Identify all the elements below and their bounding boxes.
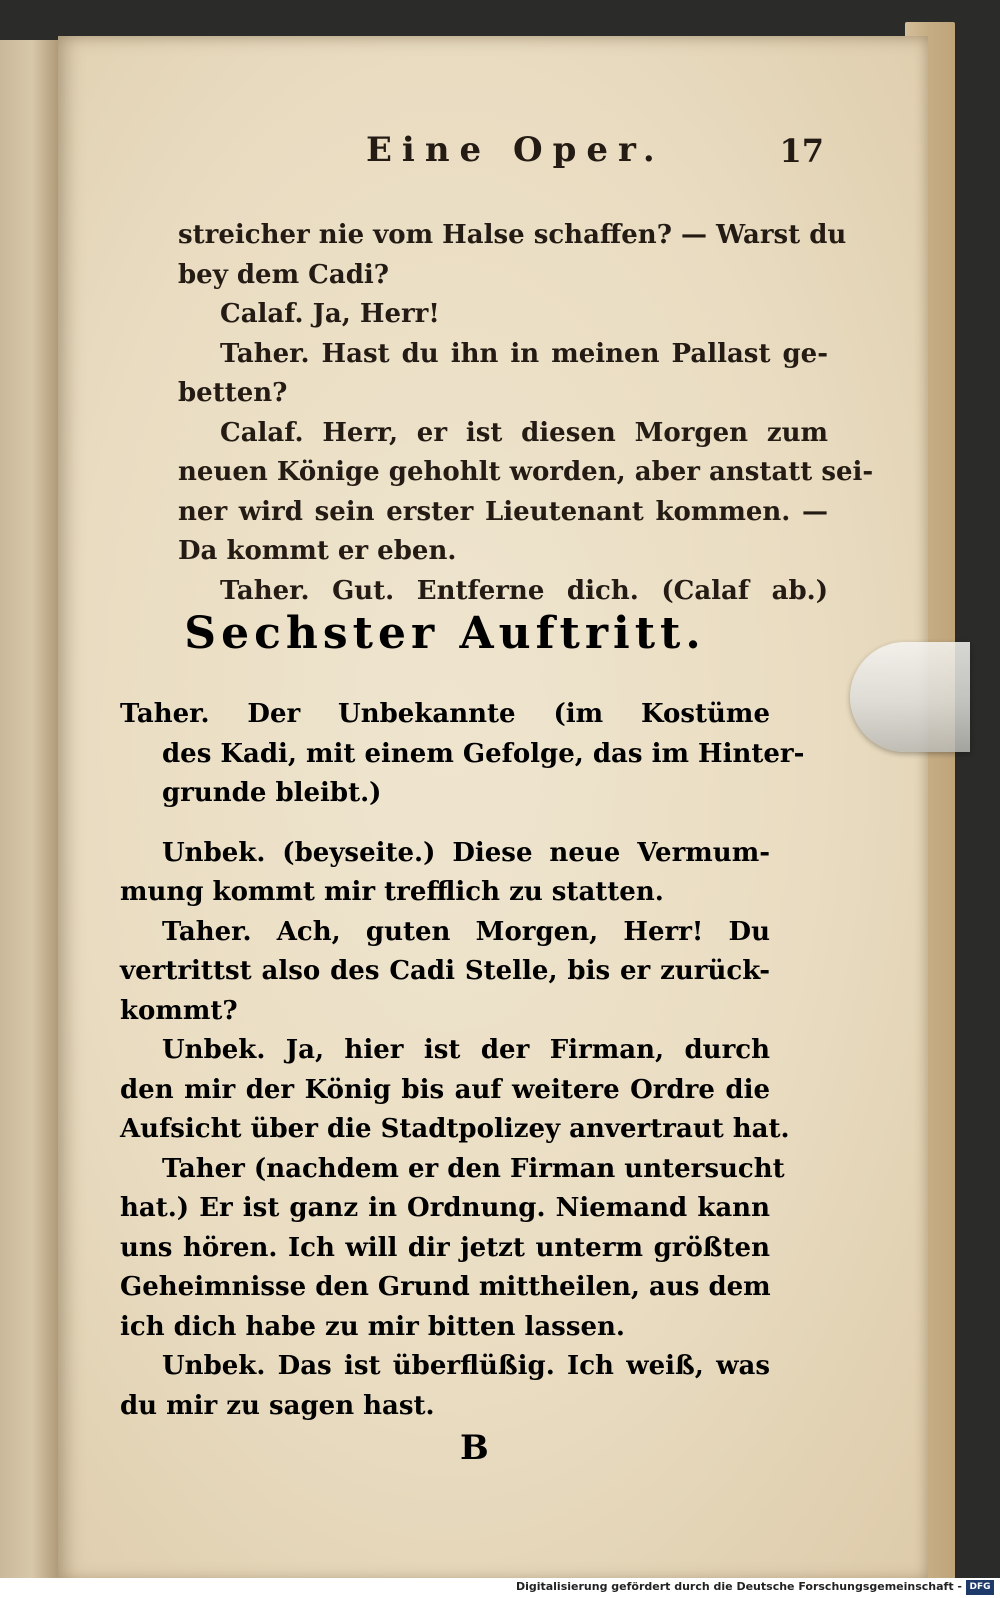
text-line: ner wird sein erster Lieutenant kommen. —: [178, 496, 828, 527]
text-line: uns hören. Ich will dir jetzt unterm größten: [120, 1232, 770, 1263]
left-page-edge: [0, 40, 58, 1580]
dfg-logo: DFG: [966, 1580, 994, 1595]
text-line: Unbek. Das ist überflüßig. Ich weiß, was: [162, 1351, 770, 1381]
text-line: den mir der König bis auf weitere Ordre die: [120, 1074, 770, 1105]
text-line: Calaf. Herr, er ist diesen Morgen zum: [220, 417, 828, 448]
text-line: mung kommt mir trefflich zu statten.: [120, 877, 664, 907]
text-line: des Kadi, mit einem Gefolge, das im Hinter-: [162, 738, 805, 769]
text-line: Unbek. Ja, hier ist der Firman, durch: [162, 1035, 770, 1065]
footer-bar: [0, 1578, 1000, 1598]
text-line: Da kommt er eben.: [178, 536, 457, 566]
text-line: Taher. Der Unbekannte (im Kostüme: [120, 699, 770, 729]
text-line: Taher (nachdem er den Firman untersucht: [162, 1153, 785, 1184]
text-line: Unbek. (beyseite.) Diese neue Vermum-: [162, 837, 770, 868]
text-line: bey dem Cadi?: [178, 259, 389, 290]
text-line: du mir zu sagen hast.: [120, 1390, 435, 1421]
paragraph-gap: [120, 814, 770, 834]
text-line: Taher. Hast du ihn in meinen Pallast ge-: [220, 338, 828, 369]
text-block-top: [178, 216, 874, 611]
text-line: betten?: [178, 378, 288, 408]
page-number: 17: [779, 132, 824, 170]
text-line: neuen Könige gehohlt worden, aber anstatt sei-: [178, 457, 874, 487]
signature-mark: B: [460, 1428, 489, 1468]
footer-credit: Digitalisierung gefördert durch die Deutsche Forschungsgemeinschaft -: [515, 1580, 962, 1593]
text-line: grunde bleibt.): [162, 778, 382, 808]
text-line: Taher. Gut. Entferne dich. (Calaf ab.): [220, 575, 828, 606]
running-title: Eine Oper.: [366, 130, 665, 170]
text-line: streicher nie vom Halse schaffen? — Warst du: [178, 220, 847, 250]
text-line: Geheimnisse den Grund mittheilen, aus dem: [120, 1272, 771, 1302]
text-line: kommt?: [120, 995, 238, 1026]
text-line: Calaf. Ja, Herr!: [220, 299, 440, 329]
text-block-bottom: [120, 695, 805, 1426]
page-header: [298, 126, 848, 186]
text-line: vertrittst also des Cadi Stelle, bis er zurück-: [120, 956, 770, 986]
scene-heading: Sechster Auftritt.: [184, 608, 706, 659]
text-line: Taher. Ach, guten Morgen, Herr! Du: [162, 916, 770, 947]
text-line: ich dich habe zu mir bitten lassen.: [120, 1311, 625, 1342]
text-line: Aufsicht über die Stadtpolizey anvertraut hat.: [120, 1114, 790, 1144]
text-line: hat.) Er ist ganz in Ordnung. Niemand kann: [120, 1193, 770, 1223]
scanner-clip: [850, 642, 970, 752]
